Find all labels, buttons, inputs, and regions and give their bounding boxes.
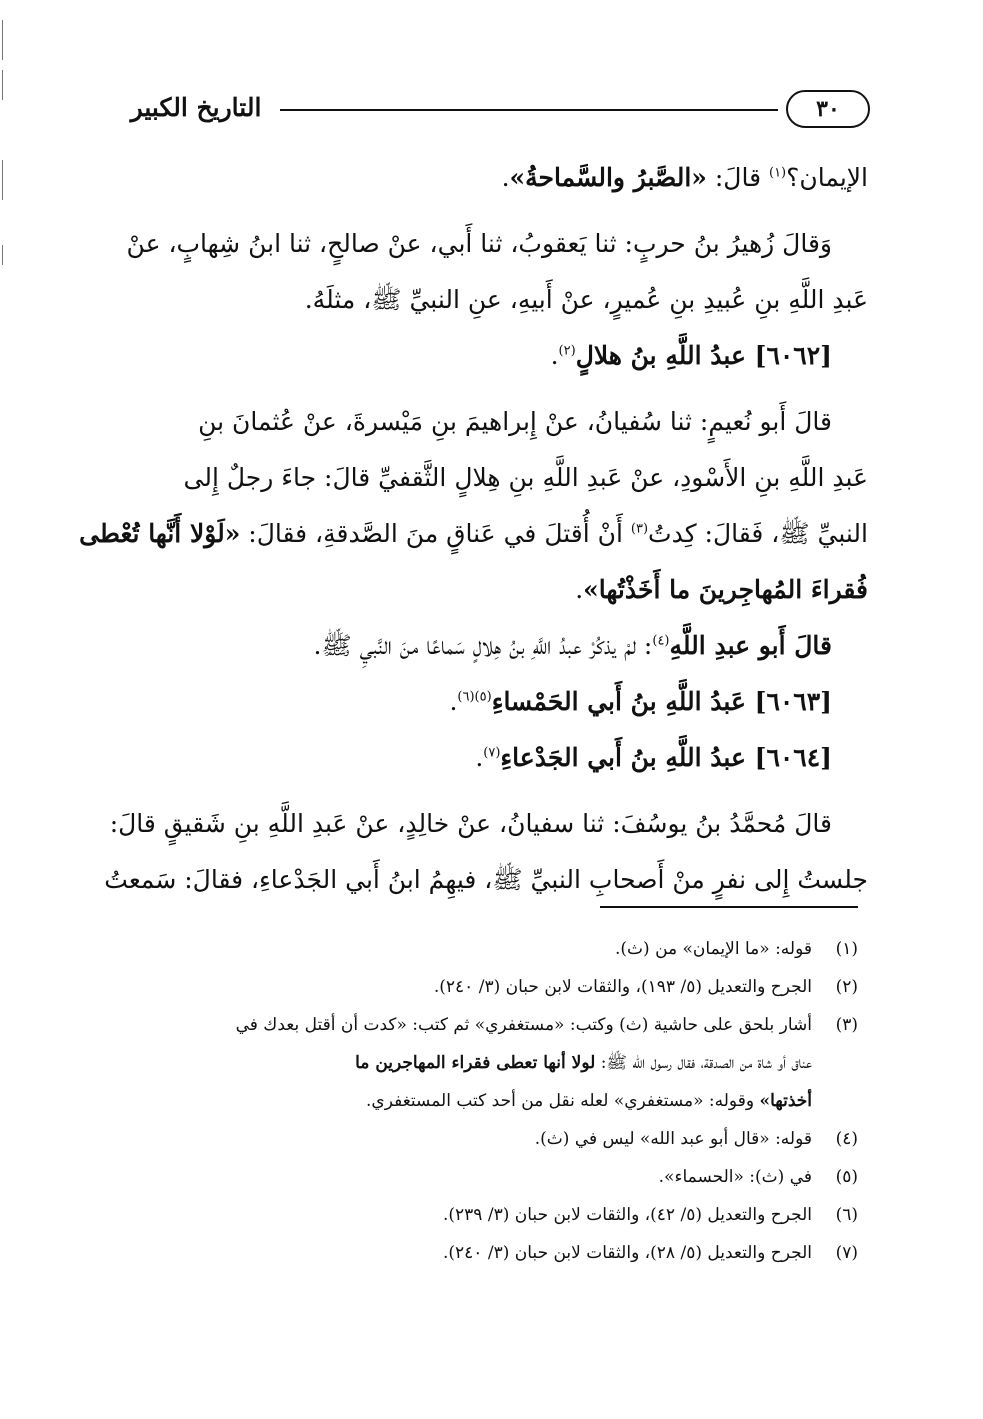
paragraph-line: قالَ مُحمَّدُ بنُ يوسُفَ: ثنا سفيانُ، عنْ خالِدٍ، عنْ عَبدِ اللَّهِ بنِ شَقيقٍ قالَ:: [109, 809, 832, 838]
footnote-ref: (٤): [652, 633, 670, 649]
footnote-number: (٥): [835, 1167, 858, 1187]
footnote-item: [120, 1006, 868, 1120]
paragraph-line: عَبدِ اللَّهِ بنِ عُبيدِ بنِ عُميرٍ، عنْ أَبيهِ، عنِ النبيِّ ﷺ، مثلَهُ.: [304, 285, 868, 314]
text-run: النبيِّ ﷺ، فَقالَ: كِدتُ: [648, 519, 868, 548]
text-run: قالَ:: [706, 163, 769, 192]
paragraph-line: [79, 506, 868, 562]
text-run: .: [501, 163, 510, 192]
paragraph-line: وَقالَ زُهيرُ بنُ حربٍ: ثنا يَعقوبُ، ثنا أَبي، عنْ صالحٍ، ثنا ابنُ شِهابٍ، عنْ: [126, 229, 832, 258]
footnote-number: (١): [835, 939, 858, 959]
entry-name: عبدُ اللَّهِ بنُ هلالٍ: [575, 341, 755, 370]
paragraph-line: [120, 150, 868, 206]
entry-number: [٦٠٦٣]: [754, 687, 832, 716]
footnote-text: الجرح والتعديل (٥/ ٤٢)، والثقات لابن حبان (٣/ ٢٣٩).: [443, 1205, 812, 1225]
entry-number: [٦٠٦٤]: [754, 743, 832, 772]
book-title: التاريخ الكبير: [130, 93, 262, 122]
footnote-text: الجرح والتعديل (٥/ ٢٨)، والثقات لابن حبان (٣/ ٢٤٠).: [443, 1243, 812, 1263]
entry-name: عبدُ اللَّهِ بنُ أَبي الجَدْعاءِ: [500, 743, 755, 772]
entry-name: عَبدُ اللَّهِ بنُ أَبي الحَمْساءِ: [491, 687, 755, 716]
paragraph-line: [120, 562, 868, 618]
footnote-item: [120, 930, 868, 968]
header-rule: [280, 109, 778, 111]
entry-number: [٦٠٦٢]: [754, 341, 832, 370]
text-run: وقوله: «مستغفري» لعله نقل من أحد كتب المستغفري.: [366, 1091, 760, 1111]
entry-heading: [120, 674, 868, 730]
footnote-line: [120, 1044, 812, 1082]
scan-edge-marks: [0, 0, 6, 280]
hadith-quote: لولا أنها تعطى فقراء المهاجرين ما: [355, 1053, 596, 1073]
footnote-text: في (ث): «الحسماء».: [658, 1167, 812, 1187]
text-run: الإيمان؟: [786, 163, 868, 192]
entry-heading: [120, 730, 868, 786]
page-header: [118, 84, 870, 134]
paragraph-line: قالَ أَبو نُعيمٍ: ثنا سُفيانُ، عنْ إِبراهيمَ بنِ مَيْسرةَ، عنْ عُثمانَ بنِ: [198, 407, 832, 436]
hadith-quote: فُقراءَ المُهاجِرينَ ما أَخَذْتُها»: [583, 575, 868, 604]
author-remark: قالَ أَبو عبدِ اللَّهِ: [669, 631, 832, 660]
footnote-item: [120, 968, 868, 1006]
main-text: [79, 150, 868, 908]
footnote-ref: (٣): [630, 521, 649, 537]
text-run: .: [550, 341, 559, 370]
footnote-item: [120, 1196, 868, 1234]
footnotes: [120, 930, 868, 1272]
footnote-number: (٦): [835, 1205, 858, 1225]
footnote-ref: (١): [768, 165, 787, 181]
text-run: .: [475, 743, 484, 772]
text-run: : لمْ يذكُرْ عبدُ اللَّهِ بنُ هِلالٍ سَماعًا منَ النَّبيِ ﷺ.: [313, 631, 653, 660]
footnote-ref: (٢): [558, 343, 576, 359]
footnote-line: [120, 1082, 812, 1120]
text-run: .: [449, 687, 458, 716]
paragraph-line: [120, 618, 868, 674]
text-run: .: [575, 575, 584, 604]
entry-heading: [120, 328, 868, 384]
footnote-text: قوله: «قال أبو عبد الله» ليس في (ث).: [534, 1129, 812, 1149]
text-run: عناق أو شاة من الصدقة، فقال رسول الله ﷺ:: [595, 1053, 812, 1073]
paragraph-line: جلستُ إِلى نفرٍ منْ أَصحابِ النبيِّ ﷺ، فيهِمُ ابنُ أَبي الجَدْعاءِ، فقالَ: سَمعتُ: [104, 865, 868, 894]
footnote-separator: [600, 906, 858, 908]
footnote-ref: (٧): [483, 745, 501, 761]
hadith-quote: «لَوْلا أَنَّها تُعْطى: [79, 519, 241, 548]
footnote-item: [120, 1120, 868, 1158]
footnote-number: (٧): [835, 1243, 858, 1263]
page-number: ٣٠: [786, 90, 870, 128]
paragraph-line: عَبدِ اللَّهِ بنِ الأَسْودِ، عنْ عَبدِ اللَّهِ بنِ هِلالٍ الثَّقفيِّ قالَ: جاءَ رجلٌ إِلى: [183, 463, 868, 492]
footnote-text: الجرح والتعديل (٥/ ١٩٣)، والثقات لابن حبان (٣/ ٢٤٠).: [433, 977, 812, 997]
footnote-ref: (٥)(٦): [457, 689, 492, 705]
text-run: أَنْ أُقتلَ في عَناقٍ منَ الصَّدقةِ، فقالَ:: [240, 519, 631, 548]
footnote-number: (٢): [835, 977, 858, 997]
hadith-quote: أخذتها»: [759, 1091, 812, 1111]
footnote-item: [120, 1234, 868, 1272]
footnote-text: [120, 1006, 812, 1120]
footnote-number: (٤): [835, 1129, 858, 1149]
footnote-text: قوله: «ما الإيمان» من (ث).: [615, 939, 812, 959]
footnote-item: [120, 1158, 868, 1196]
footnote-number: (٣): [835, 1015, 858, 1035]
footnote-line: أشار بلحق على حاشية (ث) وكتب: «مستغفري» ثم كتب: «كدت أن أقتل بعدك في: [235, 1015, 812, 1035]
hadith-quote: «الصَّبرُ والسَّماحةُ»: [509, 163, 707, 192]
